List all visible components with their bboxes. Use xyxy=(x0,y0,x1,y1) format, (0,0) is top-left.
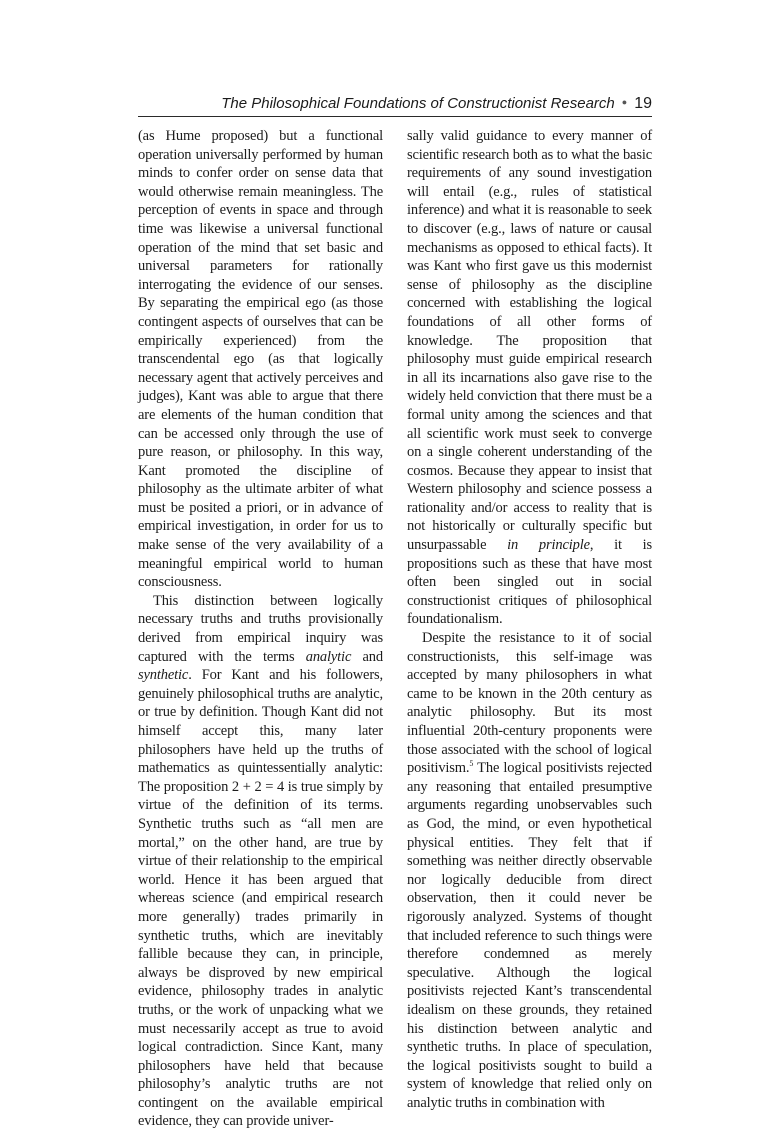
paragraph-logical-positivism xyxy=(407,629,652,1112)
paragraph-continued: (as Hume proposed) but a functional operation universally performed by human minds to confer order on sense data that would otherwise remain meaningless. The perception of events in space and through time was likewise a universal functional operation of the mind that set basic and universal parameters for rationally interrogating the evidence of our senses. By separating the empirical ego (as those contingent aspects of ourselves that can be empirically experienced) from the transcendental ego (as that logically necessary agent that actively perceives and judges), Kant was able to argue that there are elements of the human condition that can be accessed only through the use of pure reason, or philosophy. In this way, Kant promoted the discipline of philosophy as the ultimate arbiter of what must be posited a priori, or in advance of empirical investigation, in order for us to make sense of the very availability of a meaningful empirical world to human consciousness. xyxy=(138,128,383,591)
paragraph-analytic-synthetic xyxy=(138,592,383,1131)
text-segment: This distinction between logically necessary truths and truths provisionally derived from empirical inquiry was captured with the terms xyxy=(138,592,383,665)
term-in-principle: in principle xyxy=(507,537,590,554)
footnote-marker[interactable]: 5 xyxy=(469,759,474,769)
text-segment: and xyxy=(351,648,383,665)
left-column xyxy=(138,127,383,1131)
text-segment: The logical positivists rejected any reasoning that entailed presumptive arguments regarding unobservables such as God, the mind, or even hypothetical physical entities. They felt that if something was neither directly observable nor logically deducible from direct observation, then it could never be rigorously analyzed. Systems of thought that included reference to such things were therefore condemned as merely speculative. Although the logical positivists rejected Kant’s transcendental idealism on these grounds, they retained his distinction between analytic and synthetic truths. In place of speculation, the logical positivists sought to build a system of knowledge that relied only on analytic truths in combination with xyxy=(407,760,652,1111)
text-segment: Despite the resistance to it of social constructionists, this self-image was accepted by many philosophers in what came to be known in the 20th century as analytic philosophy. But its most influential 20th-century proponents were those associated with the school of logical positivism. xyxy=(407,630,652,777)
text-segment: . For Kant and his followers, genuinely philosophical truths are analytic, or true by definition. Though Kant did not himself accept this, many later philosophers have held up the truths of mathematics as quintessentially analytic: The proposition 2 + 2 = 4 is true simply by virtue of the definition of its terms. Synthetic truths such as “all men are mortal,” on the other hand, are true by virtue of their relationship to the empirical world. Hence it has been argued that whereas science (and empirical research more generally) trades primarily in synthetic truths, which are inevitably fallible because they can, in principle, always be disproved by new empirical evidence, philosophy trades in analytic truths, or the work of unpacking what we must necessarily accept as true to avoid logical contradiction. Since Kant, many philosophers have held that because philosophy’s analytic truths are not contingent on the available empirical evidence, they can provide univer- xyxy=(138,667,383,1130)
running-title: The Philosophical Foundations of Constructionist Research xyxy=(221,95,615,112)
page-number: 19 xyxy=(634,95,652,112)
text-segment: sally valid guidance to every manner of scientific research both as to what the basic requirements of any sound investigation will entail (e.g., rules of statistical inference) and what it is reasonable to seek to discover (e.g., laws of nature or causal mechanisms as opposed to ethical facts). It was Kant who first gave us this modernist sense of philosophy as the discipline concerned with establishing the logical foundations of all other forms of knowledge. The proposition that philosophy must guide empirical research in all its incarnations also gave rise to the widely held conviction that there must be a formal unity among the sciences and that all scientific work must seek to converge on a single coherent understanding of the cosmos. Because they appear to insist that Western philosophy and science possess a rationality and/or access to reality that is not historically or culturally specific but unsurpassable xyxy=(407,128,652,554)
term-analytic: analytic xyxy=(305,648,352,665)
right-column xyxy=(407,127,652,1112)
term-synthetic: synthetic xyxy=(138,667,189,684)
bullet-separator-icon: ● xyxy=(621,97,628,107)
running-header xyxy=(138,92,652,117)
paragraph-continued xyxy=(407,127,652,629)
text-segment: , it is propositions such as these that have most often been singled out in social constructionist critiques of philosophical foundationalism. xyxy=(407,537,652,628)
